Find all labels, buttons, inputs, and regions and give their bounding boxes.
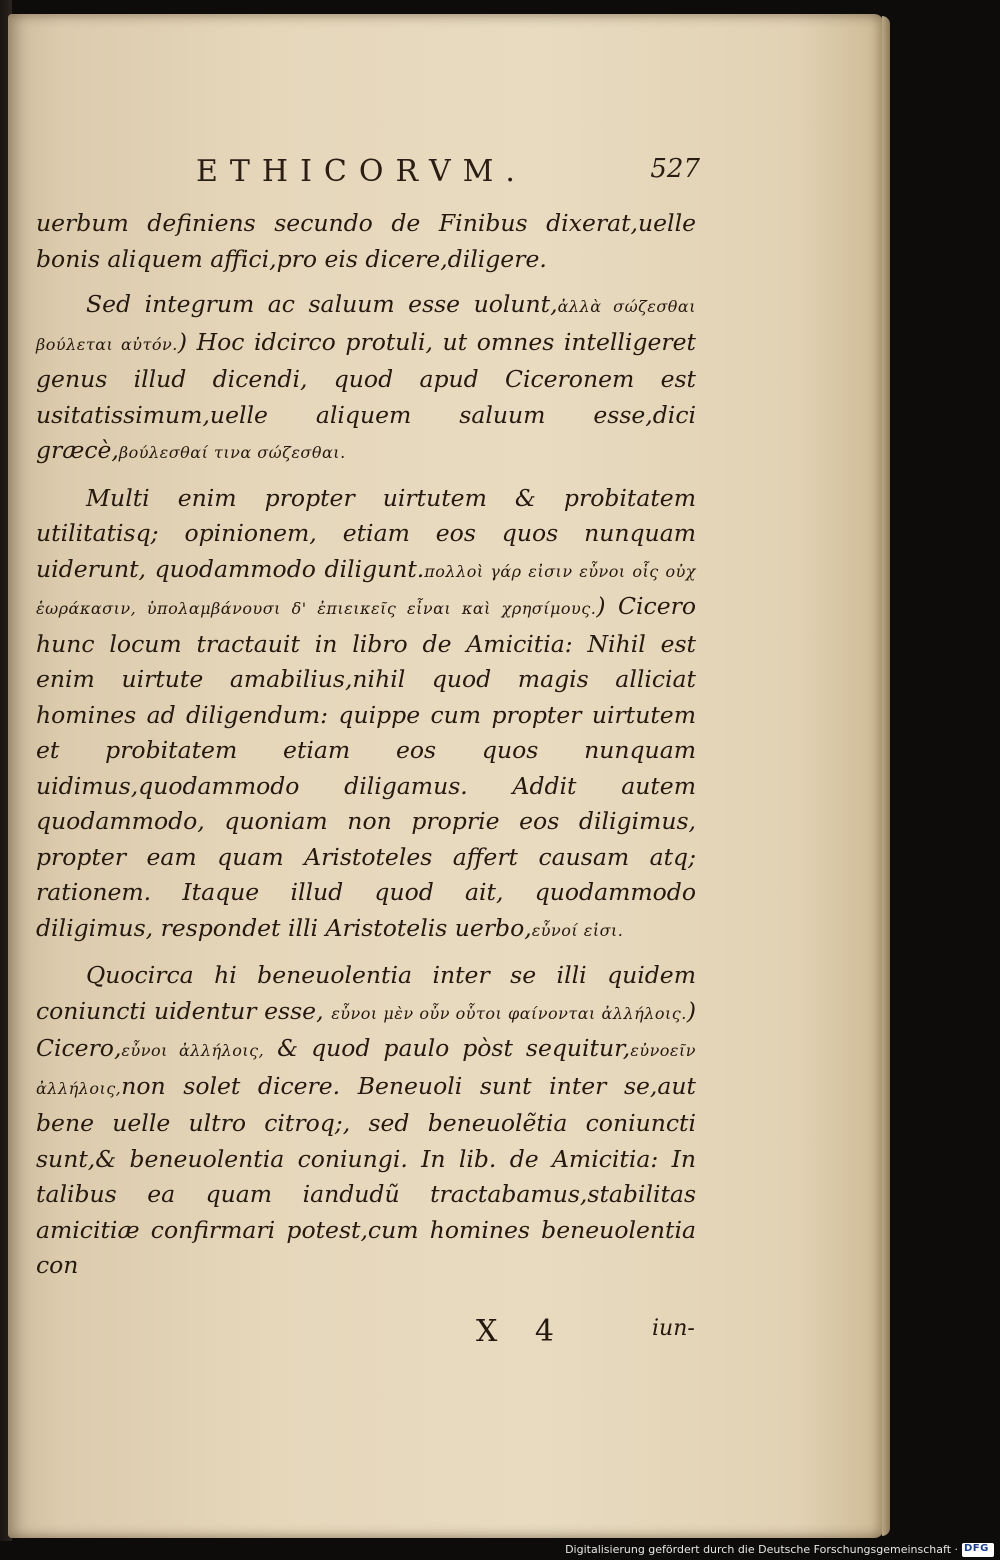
signature-mark: X 4 — [476, 1314, 568, 1349]
greek-quotation: βούλεσθαί τινα σώζεσθαι. — [118, 443, 346, 462]
greek-quotation: εὖνοι μὲν οὖν οὗτοι φαίνονται ἀλλήλοις. — [331, 1003, 687, 1023]
paragraph-p1 — [36, 206, 696, 277]
latin-text: Multi enim propter uirtutem & probitatem utilitatisq; opinionem, etiam eos quos nunquam uiderunt, quodammodo diligunt. — [36, 483, 696, 583]
latin-text: Sed integrum ac saluum esse uolunt, — [86, 290, 558, 318]
latin-text: ) Cicero, — [36, 996, 696, 1062]
running-head-title: ETHICORVM. — [196, 154, 527, 189]
latin-text: & quod paulo pòst sequitur, — [264, 1034, 631, 1062]
page-number: 527 — [650, 154, 700, 184]
latin-text: ) Hoc idcirco protuli, ut omnes intelligeret genus illud dicendi, quod apud Ciceronem est usitatissimum,uelle aliquem saluum esse,dici græcè, — [36, 327, 696, 464]
dfg-logo-icon — [962, 1543, 994, 1557]
footer-credit: Digitalisierung gefördert durch die Deutsche Forschungsgemeinschaft · — [565, 1543, 958, 1556]
dfg-logo-text: DFG — [964, 1543, 989, 1554]
paragraph-p2 — [36, 287, 696, 471]
page-edge — [882, 16, 890, 1536]
body-text — [36, 206, 696, 1294]
greek-quotation: εὖνοί εἰσι. — [531, 920, 624, 940]
latin-text: uerbum definiens secundo de Finibus dixerat,uelle bonis aliquem affici,pro eis dicere,diligere. — [36, 209, 696, 273]
greek-quotation: πολλοὶ γάρ εἰσιν εὖνοι οἷς οὐχ ἑωράκασιν, ὑπολαμβάνουσι δ' ἐπιεικεῖς εἶναι καὶ χρησίμους. — [36, 561, 696, 618]
latin-text: ) Cicero hunc locum tractauit in libro de Amicitia: Nihil est enim uirtute amabilius,nihil quod magis alliciat homines ad diligendum: quippe cum propter uirtutem et probitatem etiam eos quos nunquam uidimus,quodammodo diligamus. Addit autem quodammodo, quoniam non proprie eos diligimus, propter eam quam Aristoteles affert causam atq; rationem. Itaque illud quod ait, quodammodo diligimus, respondet illi Aristotelis uerbo, — [36, 592, 696, 942]
paragraph-p3 — [36, 481, 696, 949]
greek-quotation: εὐνοεῖν ἀλλήλοις, — [36, 1041, 697, 1098]
latin-text: non solet dicere. Beneuoli sunt inter se,aut bene uelle ultro citroq;, sed beneuolẽtia coniuncti sunt,& beneuolentia coniungi. In lib. de Amicitia: In talibus ea quam iandudũ tractabamus,stabilitas amicitiæ confirmari potest,cum homines beneuolentia con — [36, 1071, 696, 1279]
running-head — [140, 150, 700, 200]
latin-text: Quocirca hi beneuolentia inter se illi quidem coniuncti uidentur esse, — [36, 961, 696, 1025]
greek-quotation: ἀλλὰ σώζεσθαι βούλεται αὐτόν. — [36, 297, 696, 354]
greek-quotation: εὖνοι ἀλλήλοις, — [121, 1041, 265, 1060]
paragraph-p4 — [36, 958, 696, 1284]
catchword: iun- — [652, 1316, 695, 1341]
digitization-footer — [0, 1541, 1000, 1560]
